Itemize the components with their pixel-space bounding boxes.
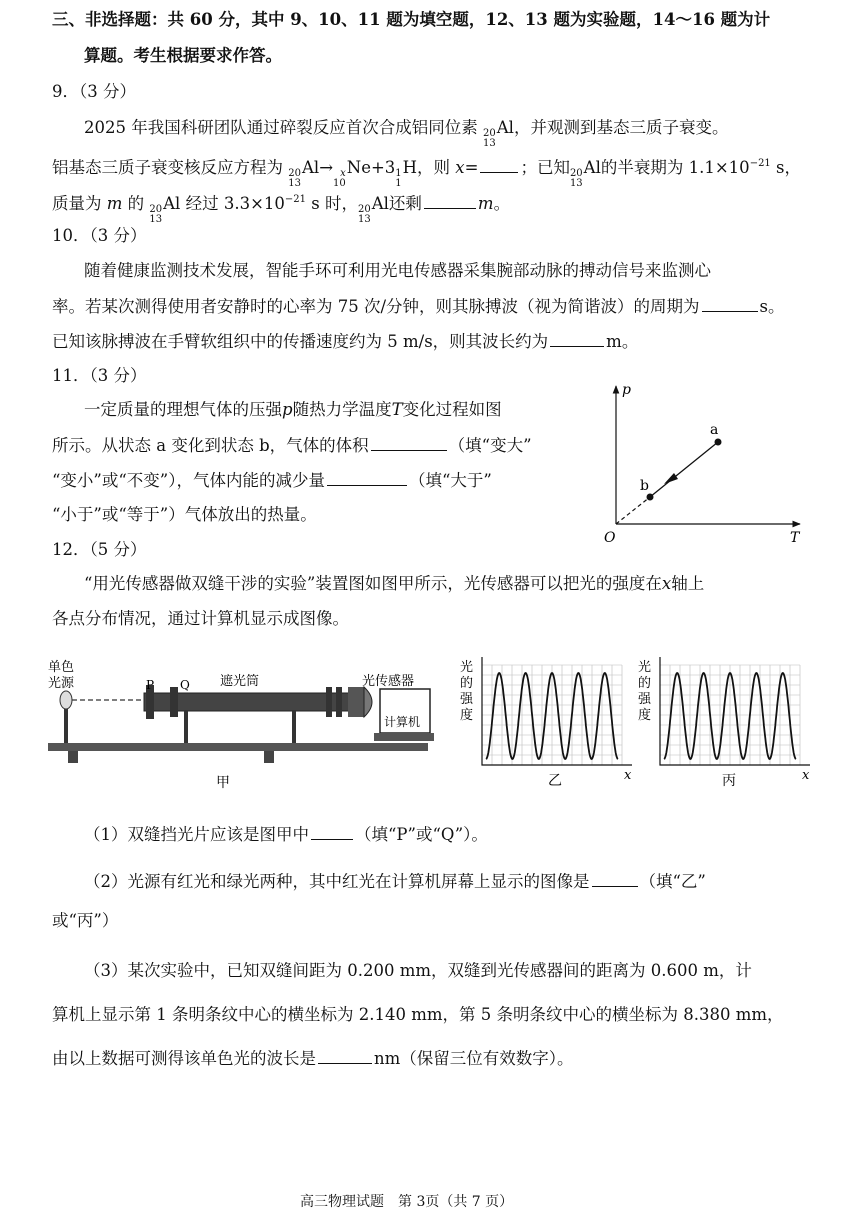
q10-blank-wavelength[interactable] [550, 329, 604, 347]
q12-blank-slit[interactable] [311, 822, 353, 840]
process-line [650, 442, 718, 497]
tube-label: 遮光筒 [220, 674, 260, 689]
a-label: a [710, 422, 719, 438]
q12-line2: 各点分布情况，通过计算机显示成图像。 [52, 609, 349, 628]
q11-line4: “小于”或“等于”）气体放出的热量。 [52, 505, 317, 524]
q11-line2: 所示。从状态 a 变化到状态 b，气体的体积 （填“变大” [52, 433, 532, 458]
interference-figure-bing [636, 655, 814, 795]
q12-line1: “用光传感器做双缝干涉的实验”装置图如图甲所示，光传感器可以把光的强度在x轴上 [84, 574, 705, 593]
q12-sub1: （1）双缝挡光片应该是图甲中 （填“P”或“Q”）。 [84, 822, 488, 847]
yi-ylabel-4: 度 [460, 708, 474, 723]
bing-x-label: x [802, 768, 810, 783]
caption-yi: 乙 [548, 773, 562, 789]
yi-ylabel-3: 强 [460, 692, 474, 707]
q11-line1: 一定质量的理想气体的压强p随热力学温度T变化过程如图 [84, 400, 502, 419]
state-a-point [715, 439, 722, 446]
q9-blank-x[interactable] [480, 155, 518, 173]
sensor-label: 光传感器 [362, 674, 415, 689]
apparatus-figure [44, 655, 444, 795]
process-arrow [664, 473, 678, 484]
pt-graph [600, 378, 810, 548]
q10-line2: 率。若某次测得使用者安静时的心率为 75 次/分钟，则其脉搏波（视为简谐波）的周期为 s。 [52, 294, 785, 319]
q9-line3: 质量为 m 的 20 13 Al 经过 $3.3\times 10^{-21}$ s 时， 20 13 Al还剩 m。 [52, 188, 510, 225]
state-b-point [647, 494, 654, 501]
q9-line2: 铝基态三质子衰变核反应方程为 20 13 Al→ x 10 Ne+3 1 1 H，则 x= ；已知 20 13 Al的半衰期为 $1.1\times 10^{-21}$ s， [52, 152, 801, 189]
q12-heading: 12．（5 分） [52, 540, 147, 559]
q12-sub2-cont: 或“丙”） [52, 911, 119, 930]
q12-blank-red[interactable] [592, 869, 638, 887]
origin-label: O [604, 530, 616, 546]
q11-blank-volume[interactable] [371, 433, 447, 451]
q11-blank-compare[interactable] [327, 468, 407, 486]
source-label-1: 单色 [48, 660, 75, 675]
yi-grid [482, 665, 622, 765]
light-source-icon [60, 691, 72, 709]
bing-ylabel-3: 强 [638, 692, 652, 707]
q11-heading: 11．（3 分） [52, 366, 147, 385]
q10-line3: 已知该脉搏波在手臂软组织中的传播速度约为 5 m/s，则其波长约为 m。 [52, 329, 638, 354]
q9-heading: 9．（3 分） [52, 82, 136, 101]
q10-line1: 随着健康监测技术发展，智能手环可利用光电传感器采集腕部动脉的搏动信号来监测心 [84, 261, 711, 280]
bing-grid [660, 665, 800, 765]
q12-sub3-line1: （3）某次实验中，已知双缝间距为 0.200 mm，双缝到光传感器间的距离为 0.600 m，计 [84, 961, 752, 980]
caption-bing: 丙 [722, 773, 736, 789]
q10-blank-period[interactable] [702, 294, 758, 312]
yi-x-label: x [624, 768, 632, 783]
optical-rail [48, 743, 428, 751]
yi-ylabel-1: 光 [460, 660, 474, 675]
q11-line3: “变小”或“不变”），气体内能的减少量 （填“大于” [52, 468, 492, 493]
light-sensor-icon [364, 687, 372, 717]
bing-ylabel-2: 的 [638, 676, 652, 691]
q12-sub2: （2）光源有红光和绿光两种，其中红光在计算机屏幕上显示的图像是 （填“乙” [84, 869, 706, 894]
q12-blank-wavelength[interactable] [318, 1046, 372, 1064]
q10-heading: 10．（3 分） [52, 226, 147, 245]
p-axis-label: p [622, 382, 631, 398]
al-nuclide: 20 13 Al [483, 118, 514, 149]
section-heading: 三、非选择题：共 60 分，其中 9、10、11 题为填空题，12、13 题为实验题，14～16 题为计 [52, 10, 771, 29]
bing-ylabel-4: 度 [638, 708, 652, 723]
P-label: P [146, 678, 155, 692]
q9-line1: 2025 年我国科研团队通过碎裂反应首次合成铝同位素 20 13 Al，并观测到基态三质子衰变。 [84, 118, 729, 149]
extension-dashed [616, 497, 650, 524]
b-label: b [640, 478, 649, 494]
page-footer: 高三物理试题 第 3页（共 7 页） [300, 1194, 514, 1210]
q12-sub3-line2: 算机上显示第 1 条明条纹中心的横坐标为 2.140 mm，第 5 条明条纹中心的横坐标为 8.380 mm， [52, 1005, 784, 1024]
section-heading-cont: 算题。考生根据要求作答。 [84, 46, 282, 65]
Q-label: Q [180, 678, 190, 692]
q12-sub3-line3: 由以上数据可测得该单色光的波长是 nm（保留三位有效数字）。 [52, 1046, 574, 1071]
yi-ylabel-2: 的 [460, 676, 474, 691]
t-axis-label: T [790, 530, 800, 546]
computer-label: 计算机 [384, 715, 421, 729]
source-label-2: 光源 [48, 676, 75, 691]
interference-figure-yi [458, 655, 636, 795]
caption-jia: 甲 [216, 775, 230, 791]
q9-blank-mass[interactable] [424, 191, 476, 209]
bing-ylabel-1: 光 [638, 660, 652, 675]
slit-Q [170, 687, 178, 717]
